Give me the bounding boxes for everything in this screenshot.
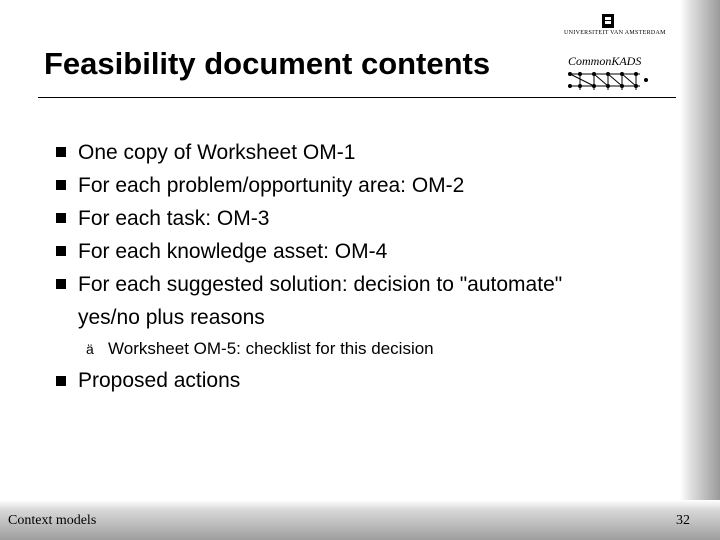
bullet-item: For each problem/opportunity area: OM-2 bbox=[78, 174, 465, 197]
bullet-item: For each suggested solution: decision to "automate" bbox=[78, 273, 563, 296]
sub-bullet-marker: ä bbox=[86, 341, 94, 357]
slide-title: Feasibility document contents bbox=[44, 46, 491, 81]
bullet-marker bbox=[56, 376, 66, 386]
brand-name: CommonKADS bbox=[568, 54, 642, 68]
sub-bullet-item: Worksheet OM-5: checklist for this decision bbox=[108, 339, 434, 358]
bullet-item-continuation: yes/no plus reasons bbox=[78, 306, 265, 329]
bottom-shadow bbox=[0, 500, 720, 540]
bullet-item: For each knowledge asset: OM-4 bbox=[78, 240, 388, 263]
bullet-marker bbox=[56, 147, 66, 157]
bullet-item: Proposed actions bbox=[78, 369, 241, 392]
footer-section-title: Context models bbox=[8, 513, 97, 528]
title-underline bbox=[38, 97, 676, 98]
bullet-marker bbox=[56, 279, 66, 289]
bullet-marker bbox=[56, 246, 66, 256]
bullet-marker bbox=[56, 213, 66, 223]
right-shadow bbox=[680, 0, 720, 500]
bullet-marker bbox=[56, 180, 66, 190]
commonkads-logo-icon bbox=[560, 8, 666, 96]
page-number: 32 bbox=[676, 513, 690, 528]
bullet-item: For each task: OM-3 bbox=[78, 207, 270, 230]
bullet-item: One copy of Worksheet OM-1 bbox=[78, 141, 356, 164]
university-name: UNIVERSITEIT VAN AMSTERDAM bbox=[564, 30, 666, 36]
